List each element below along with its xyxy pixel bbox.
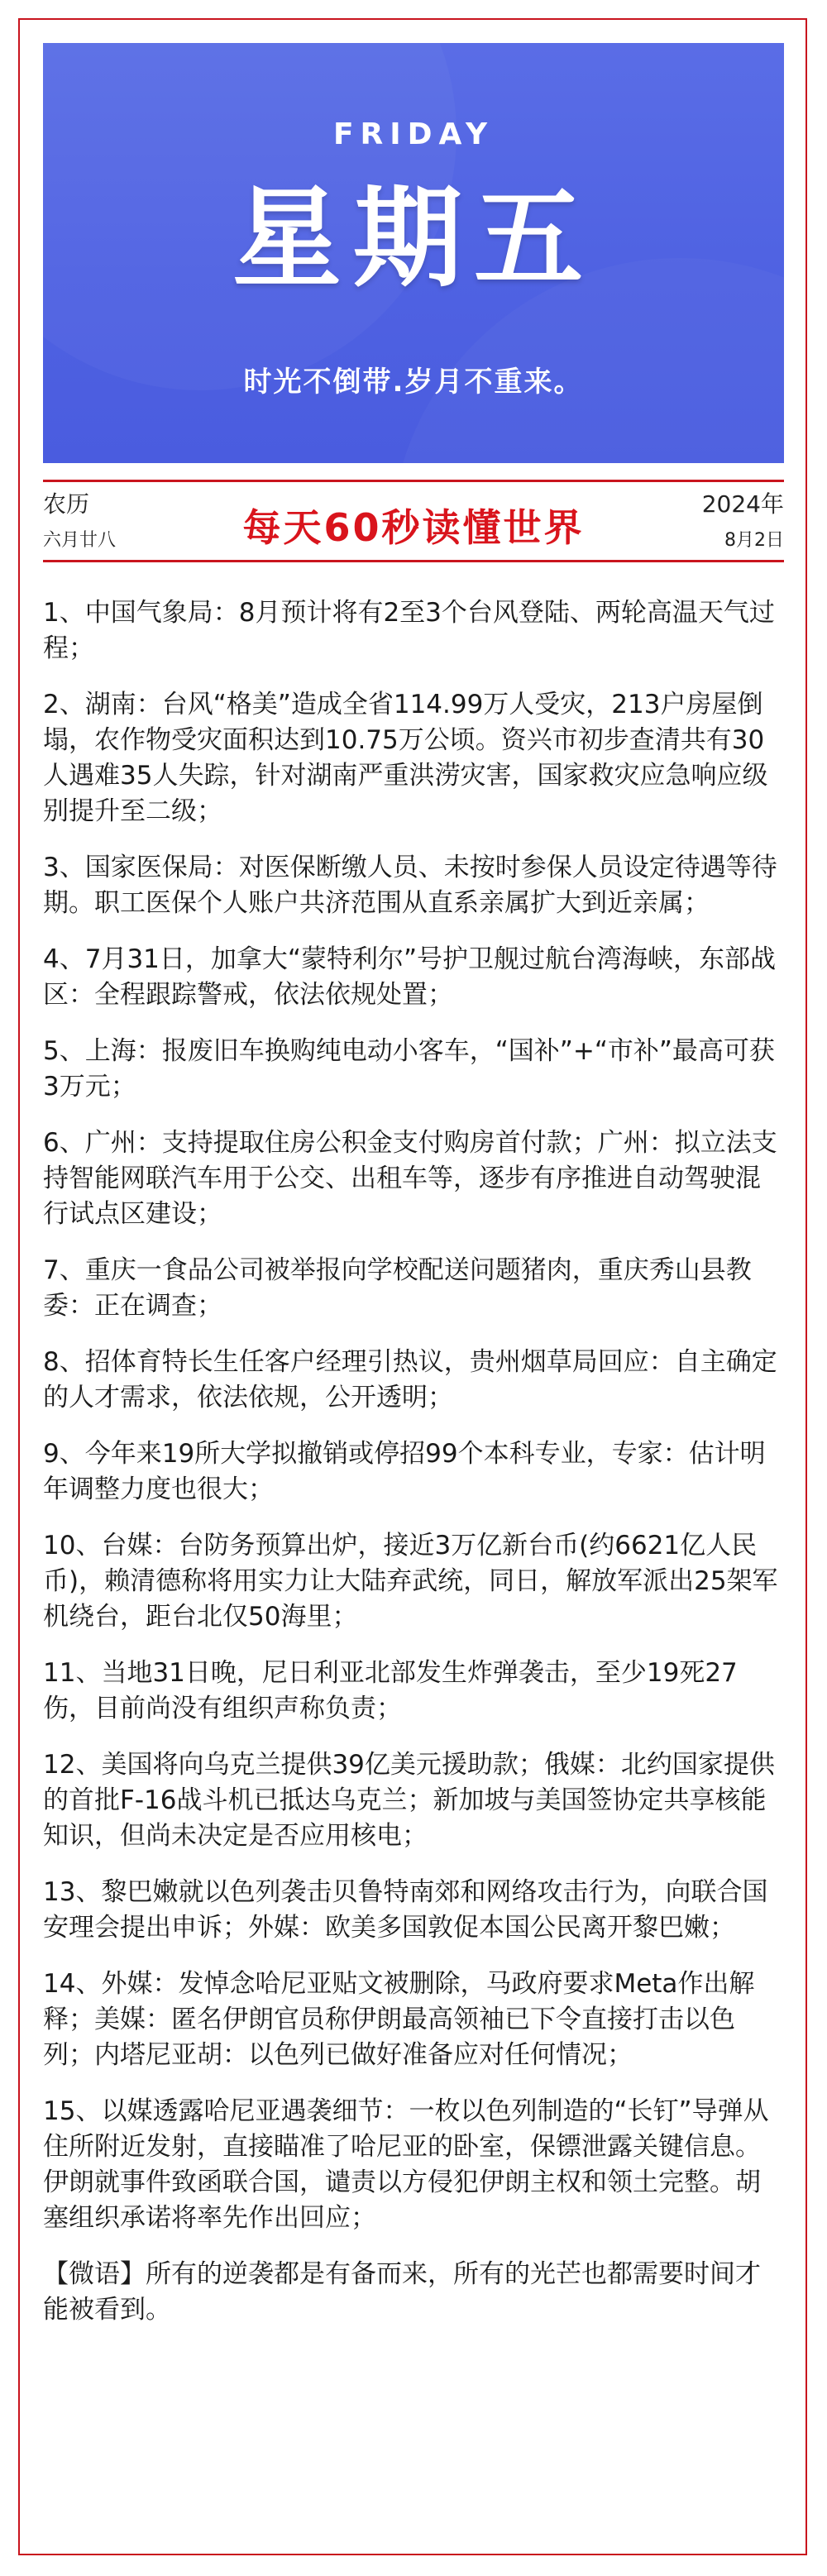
news-item: 7、重庆一食品公司被举报向学校配送问题猪肉，重庆秀山县教委：正在调查； — [43, 1255, 752, 1321]
news-list — [43, 595, 784, 2328]
news-item: 11、当地31日晚，尼日利亚北部发生炸弹袭击，至少19死27伤，目前尚没有组织声称负责； — [43, 1658, 738, 1723]
year-label: 2024年 — [701, 490, 784, 518]
news-item: 9、今年来19所大学拟撤销或停招99个本科专业，专家：估计明年调整力度也很大； — [43, 1439, 766, 1504]
month-day-label: 8月2日 — [724, 530, 784, 551]
news-item: 10、台媒：台防务预算出炉，接近3万亿新台币(约6621亿人民币)，赖清德称将用实力让大陆弃武统，同日，解放军派出25架军机绕台，距台北仅50海里； — [43, 1531, 778, 1632]
news-item: 1、中国气象局：8月预计将有2至3个台风登陆、两轮高温天气过程； — [43, 598, 775, 663]
lunar-date: 六月廿八 — [43, 530, 117, 551]
news-item: 3、国家医保局：对医保断缴人员、未按时参保人员设定待遇等待期。职工医保个人账户共济范围从直系亲属扩大到近亲属； — [43, 853, 777, 918]
divider — [43, 480, 784, 482]
banner-slogan: 时光不倒带.岁月不重来。 — [243, 366, 584, 399]
news-item: 5、上海：报废旧车换购纯电动小客车，“国补”+“市补”最高可获3万元； — [43, 1036, 775, 1102]
weekday-english: FRIDAY — [332, 117, 495, 151]
news-item: 13、黎巴嫩就以色列袭击贝鲁特南郊和网络攻击行为，向联合国安理会提出申诉；外媒：欧美多国敦促本国公民离开黎巴嫩； — [43, 1877, 768, 1943]
news-item: 12、美国将向乌克兰提供39亿美元援助款；俄媒：北约国家提供的首批F-16战斗机已抵达乌克兰；新加坡与美国签协定共享核能知识，但尚未决定是否应用核电； — [43, 1750, 775, 1851]
divider — [43, 560, 784, 562]
news-item: 2、湖南：台风“格美”造成全省114.99万人受灾，213户房屋倒塌，农作物受灾面积达到10.75万公顷。资兴市初步查清共有30人遇难35人失踪，针对湖南严重洪涝灾害，国家救灾应急响应级别提升至二级； — [43, 690, 768, 826]
news-item: 6、广州：支持提取住房公积金支付购房首付款；广州：拟立法支持智能网联汽车用于公交、出租车等，逐步有序推进自动驾驶混行试点区建设； — [43, 1128, 777, 1229]
news-item: 8、招体育特长生任客户经理引热议，贵州烟草局回应：自主确定的人才需求，依法依规，公开透明； — [43, 1347, 777, 1412]
weekday-chinese: 星期五 — [232, 175, 595, 303]
daily-quote: 【微语】所有的逆袭都是有备而来，所有的光芒也都需要时间才能被看到。 — [43, 2259, 761, 2325]
news-item: 14、外媒：发悼念哈尼亚贴文被删除，马政府要求Meta作出解释；美媒：匿名伊朗官员称伊朗最高领袖已下令直接打击以色列；内塔尼亚胡：以色列已做好准备应对任何情况； — [43, 1969, 755, 2070]
news-item: 15、以媒透露哈尼亚遇袭细节：一枚以色列制造的“长钉”导弹从住所附近发射，直接瞄准了哈尼亚的卧室，保镖泄露关键信息。伊朗就事件致函联合国，谴责以方侵犯伊朗主权和领土完整。胡塞组织承诺将率先作出回应； — [43, 2096, 769, 2233]
page-title: 每天60秒读懂世界 — [242, 505, 585, 550]
weekday-banner — [43, 43, 784, 463]
date-header — [43, 480, 784, 562]
news-item: 4、7月31日，加拿大“蒙特利尔”号护卫舰过航台湾海峡，东部战区：全程跟踪警戒，依法依规处置； — [43, 944, 777, 1010]
lunar-label: 农历 — [43, 490, 90, 518]
